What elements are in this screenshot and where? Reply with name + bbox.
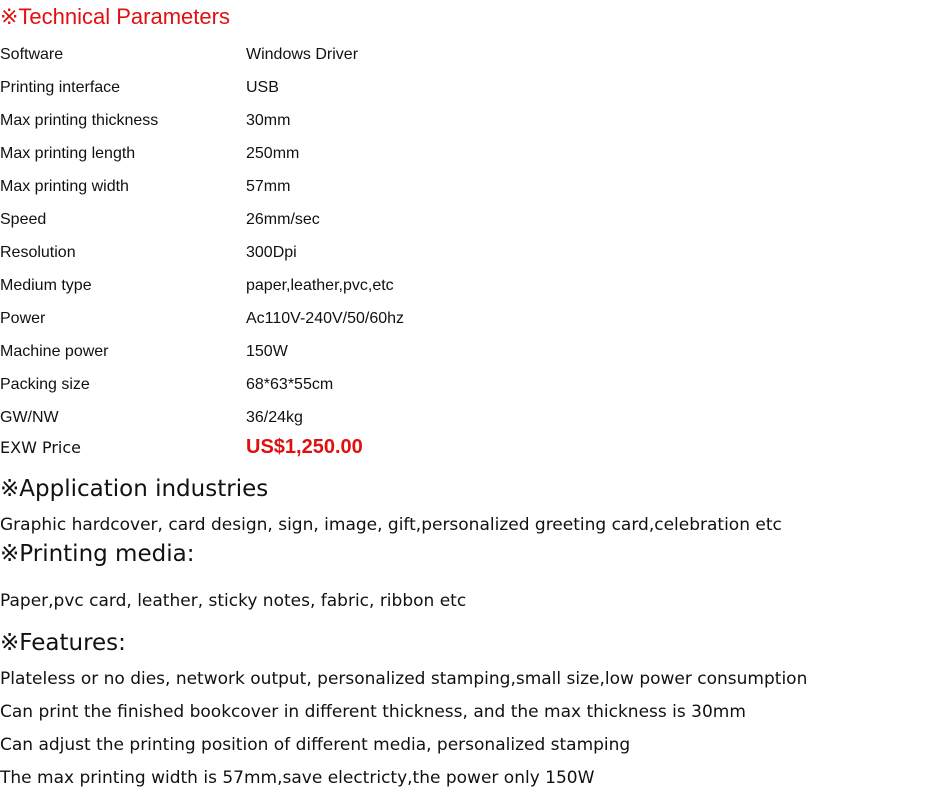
spec-label: GW/NW xyxy=(0,408,59,426)
spec-row-power xyxy=(0,302,700,335)
price-value: US$1,250.00 xyxy=(246,435,363,458)
printing-media-heading: ※Printing media: xyxy=(0,541,195,567)
spec-value: 30mm xyxy=(246,111,291,129)
price-label: EXW Price xyxy=(0,437,82,457)
spec-value: 300Dpi xyxy=(246,243,297,261)
spec-row-packing-size xyxy=(0,368,700,401)
spec-table xyxy=(0,38,700,434)
spec-label: Machine power xyxy=(0,342,109,360)
spec-value: USB xyxy=(246,78,279,96)
spec-label: Max printing width xyxy=(0,177,129,195)
feature-item: Can adjust the printing position of different media, personalized stamping xyxy=(0,735,631,755)
feature-item: Plateless or no dies, network output, personalized stamping,small size,low power consumption xyxy=(0,669,808,689)
spec-row-speed xyxy=(0,203,700,236)
spec-row-resolution xyxy=(0,236,700,269)
printing-media-text: Paper,pvc card, leather, sticky notes, fabric, ribbon etc xyxy=(0,591,467,611)
spec-value: 26mm/sec xyxy=(246,210,320,228)
spec-row-max-width xyxy=(0,170,700,203)
spec-value: 36/24kg xyxy=(246,408,303,426)
spec-label: Software xyxy=(0,45,64,63)
application-industries-text: Graphic hardcover, card design, sign, image, gift,personalized greeting card,celebration etc xyxy=(0,515,782,535)
spec-label: Max printing thickness xyxy=(0,111,159,129)
spec-row-max-thickness xyxy=(0,104,700,137)
feature-item: The max printing width is 57mm,save electricty,the power only 150W xyxy=(0,768,595,788)
spec-label: Packing size xyxy=(0,375,90,393)
spec-value: Ac110V-240V/50/60hz xyxy=(246,309,405,327)
spec-value: 150W xyxy=(246,342,288,360)
spec-label: Speed xyxy=(0,210,47,228)
spec-label: Medium type xyxy=(0,276,92,294)
spec-row-software xyxy=(0,38,700,71)
spec-row-gw-nw xyxy=(0,401,700,434)
spec-row-machine-power xyxy=(0,335,700,368)
price-row xyxy=(0,432,363,462)
spec-value: 57mm xyxy=(246,177,291,195)
spec-value: Windows Driver xyxy=(246,45,359,63)
feature-item: Can print the finished bookcover in different thickness, and the max thickness is 30mm xyxy=(0,702,746,722)
spec-value: 250mm xyxy=(246,144,300,162)
technical-parameters-heading: ※Technical Parameters xyxy=(0,4,230,29)
spec-label: Power xyxy=(0,309,46,327)
spec-row-max-length xyxy=(0,137,700,170)
spec-row-medium-type xyxy=(0,269,700,302)
spec-label: Max printing length xyxy=(0,144,136,162)
spec-label: Resolution xyxy=(0,243,76,261)
spec-value: paper,leather,pvc,etc xyxy=(246,276,394,294)
spec-row-printing-interface xyxy=(0,71,700,104)
application-industries-heading: ※Application industries xyxy=(0,476,269,502)
features-heading: ※Features: xyxy=(0,630,126,656)
spec-value: 68*63*55cm xyxy=(246,375,334,393)
spec-label: Printing interface xyxy=(0,78,121,96)
